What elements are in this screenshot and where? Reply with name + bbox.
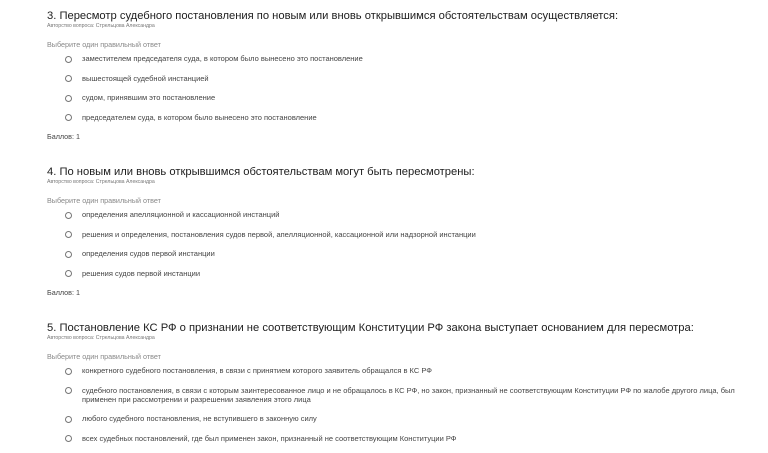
answer-option[interactable] [65,249,758,258]
answer-options [47,54,758,122]
question-4 [47,165,758,297]
question-author: Авторство вопроса: Стрельцова Александра [47,335,155,341]
answer-option-label: конкретного судебного постановления, в связи с принятием которого заявитель обращался в КС РФ [82,366,432,375]
answer-option-label: судебного постановления, в связи с которым заинтересованное лицо и не обращалось в КС РФ, но закон, признанный не соответствующим Конституции РФ по жалобе другого лица, был применен при рассмотрении и разрешении заявления этого лица [82,385,735,404]
answer-option-label: судом, принявшим это постановление [82,93,216,102]
answer-options [47,210,758,278]
answer-option-label: председателем суда, в котором было вынесено это постановление [82,112,317,122]
answer-option-label: определения апелляционной и кассационной инстанций [82,210,280,219]
radio-icon[interactable] [65,114,72,121]
answer-option[interactable] [65,366,758,375]
answer-option-label: вышестоящей судебной инстанцией [82,73,209,83]
answer-option[interactable] [65,210,758,219]
answer-option[interactable] [65,269,758,278]
question-5 [47,321,758,453]
question-author: Авторство вопроса: Стрельцова Александра [47,179,155,185]
radio-icon[interactable] [65,416,72,423]
answer-option[interactable] [65,386,758,404]
radio-icon[interactable] [65,387,72,394]
question-instruction: Выберите один правильный ответ [47,196,161,205]
answer-option-label: решения судов первой инстанции [82,268,201,278]
question-title: 4. По новым или вновь открывшимся обстоятельствам могут быть пересмотрены: [47,166,475,178]
question-3 [47,9,758,141]
radio-icon[interactable] [65,231,72,238]
radio-icon[interactable] [65,270,72,277]
radio-icon[interactable] [65,435,72,442]
answer-option-label: определения судов первой инстанции [82,249,215,258]
question-title: 3. Пересмотр судебного постановления по новым или вновь открывшимся обстоятельствам осуществляется: [47,10,619,22]
question-title: 5. Постановление КС РФ о признании не соответствующим Конституции РФ закона выступает основанием для пересмотра: [47,322,694,334]
answer-option[interactable] [65,230,758,239]
answer-option-label: решения и определения, постановления судов первой, апелляционной, кассационной или надзорной инстанции [82,229,476,239]
question-score: Баллов: 1 [47,288,80,297]
radio-icon[interactable] [65,212,72,219]
radio-icon[interactable] [65,75,72,82]
radio-icon[interactable] [65,56,72,63]
question-author: Авторство вопроса: Стрельцова Александра [47,23,155,29]
answer-option[interactable] [65,434,758,443]
radio-icon[interactable] [65,251,72,258]
question-instruction: Выберите один правильный ответ [47,40,161,49]
answer-option-label: заместителем председателя суда, в котором было вынесено это постановление [82,54,363,63]
answer-option[interactable] [65,414,758,423]
question-score: Баллов: 1 [47,132,80,141]
answer-option[interactable] [65,113,758,122]
answer-option-label: любого судебного постановления, не вступившего в законную силу [82,414,317,423]
question-instruction: Выберите один правильный ответ [47,352,161,361]
answer-option[interactable] [65,74,758,83]
radio-icon[interactable] [65,95,72,102]
answer-option[interactable] [65,93,758,102]
answer-option[interactable] [65,54,758,63]
answer-option-label: всех судебных постановлений, где был применен закон, признанный не соответствующим Конституции РФ [82,433,457,443]
radio-icon[interactable] [65,368,72,375]
answer-options [47,366,758,443]
